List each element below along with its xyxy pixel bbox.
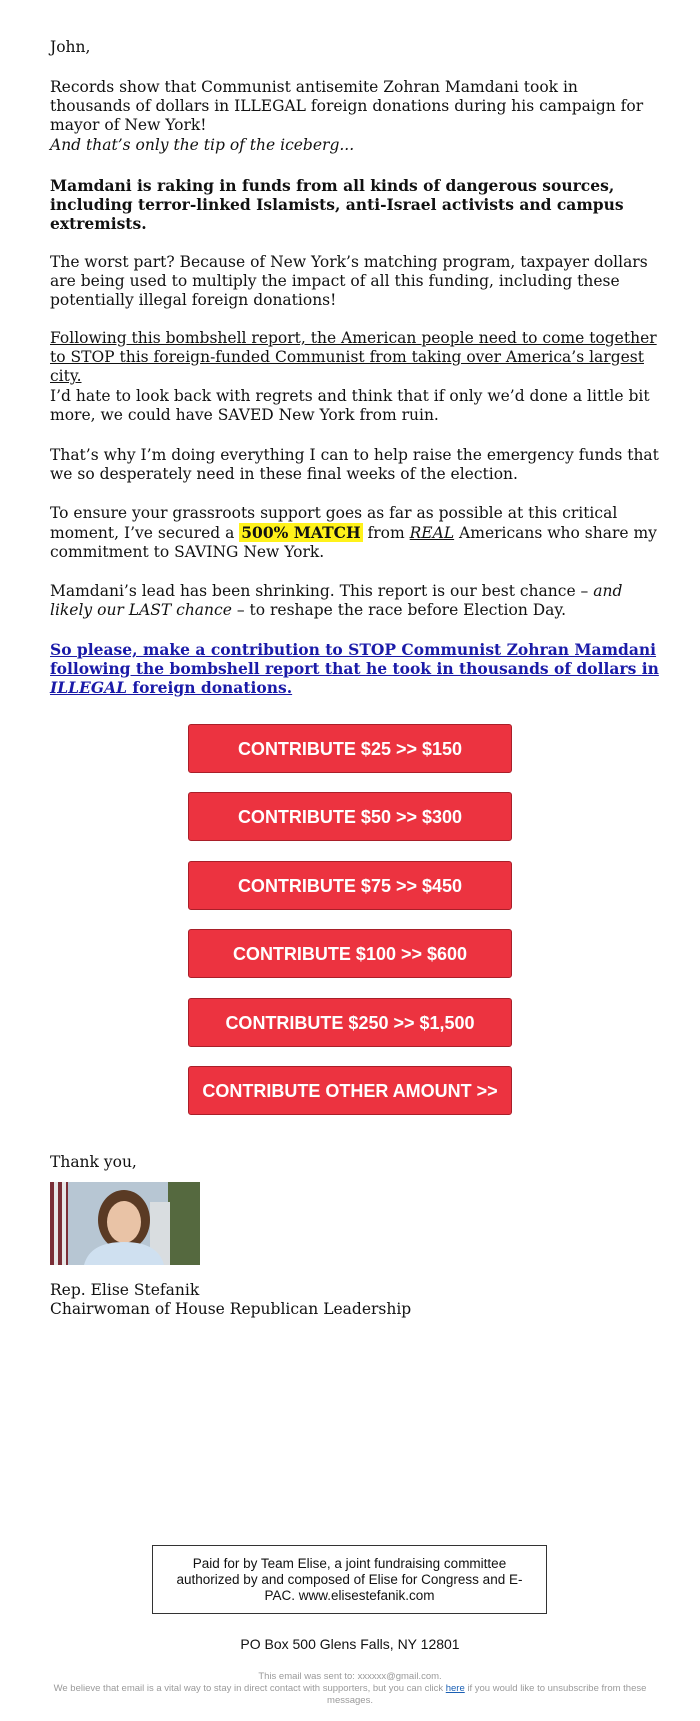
cta-link[interactable]	[50, 640, 660, 697]
paragraph-8-a: To ensure your grassroots support goes as far as possible at this critical moment, I’ve secured a	[50, 504, 618, 542]
portrait-image	[50, 1182, 200, 1265]
paragraph-9-italic: and likely our LAST chance	[50, 582, 623, 619]
greeting: John,	[50, 38, 91, 56]
mailing-address: PO Box 500 Glens Falls, NY 12801	[240, 1636, 460, 1652]
paragraph-6: I’d hate to look back with regrets and think that if only we’d done a little bit more, we could have SAVED New York from ruin.	[50, 387, 650, 424]
paragraph-2: And that’s only the tip of the iceberg...	[50, 136, 355, 154]
unsubscribe-link[interactable]: here	[445, 1683, 465, 1694]
signature-title: Chairwoman of House Republican Leadership	[50, 1300, 412, 1318]
unsubscribe-text-a: We believe that email is a vital way to stay in direct contact with supporters, but you can click	[53, 1683, 446, 1694]
cta-link-b[interactable]: foreign donations.	[127, 678, 293, 697]
contribute-other-button[interactable]: CONTRIBUTE OTHER AMOUNT >>	[188, 1066, 512, 1115]
sent-to-notice: This email was sent to: xxxxxx@gmail.com.	[258, 1671, 442, 1682]
paragraph-8-b: from	[362, 524, 410, 542]
contribute-100-button[interactable]: CONTRIBUTE $100 >> $600	[188, 929, 512, 978]
signoff: Thank you,	[50, 1153, 137, 1171]
paragraph-3: Mamdani is raking in funds from all kinds of dangerous sources, including terror-linked Islamists, anti-Israel activists and campus extremists.	[50, 176, 624, 233]
paragraph-1: Records show that Communist antisemite Zohran Mamdani took in thousands of dollars in ILLEGAL foreign donations during his campaign for mayor of New York!	[50, 78, 644, 134]
contribute-75-button[interactable]: CONTRIBUTE $75 >> $450	[188, 861, 512, 910]
paragraph-9	[50, 582, 660, 620]
paragraph-9-b: – to reshape the race before Election Day.	[231, 601, 567, 619]
paragraph-9-a: Mamdani’s lead has been shrinking. This report is our best chance –	[50, 582, 594, 600]
real-emphasis: REAL	[409, 524, 455, 542]
contribute-50-button[interactable]: CONTRIBUTE $50 >> $300	[188, 792, 512, 841]
unsubscribe-text-b: if you would like to unsubscribe from these messages.	[327, 1683, 647, 1706]
match-highlight: 500% MATCH	[241, 523, 361, 542]
paragraph-4: The worst part? Because of New York’s matching program, taxpayer dollars are being used to multiply the impact of all this funding, including these potentially illegal foreign donations!	[50, 253, 648, 309]
paragraph-7: That’s why I’m doing everything I can to help raise the emergency funds that we so desperately need in these final weeks of the election.	[50, 446, 659, 483]
paragraph-8	[50, 504, 660, 562]
paragraph-8-c: Americans who share my commitment to SAVING New York.	[50, 524, 657, 561]
unsubscribe-notice	[40, 1683, 660, 1707]
contribute-25-button[interactable]: CONTRIBUTE $25 >> $150	[188, 724, 512, 773]
cta-link-a[interactable]: So please, make a contribution to STOP Communist Zohran Mamdani following the bombshell report that he took in thousands of dollars in	[50, 640, 659, 678]
paid-for-disclaimer: Paid for by Team Elise, a joint fundraising committee authorized by and composed of Elise for Congress and E-PAC. www.elisestefanik.com	[152, 1545, 547, 1614]
contribute-250-button[interactable]: CONTRIBUTE $250 >> $1,500	[188, 998, 512, 1047]
paragraph-5: Following this bombshell report, the American people need to come together to STOP this foreign-funded Communist from taking over America’s largest city.	[50, 329, 657, 385]
signature-photo	[50, 1182, 200, 1265]
cta-link-italic[interactable]: ILLEGAL	[50, 678, 128, 697]
signature-name: Rep. Elise Stefanik	[50, 1281, 200, 1299]
